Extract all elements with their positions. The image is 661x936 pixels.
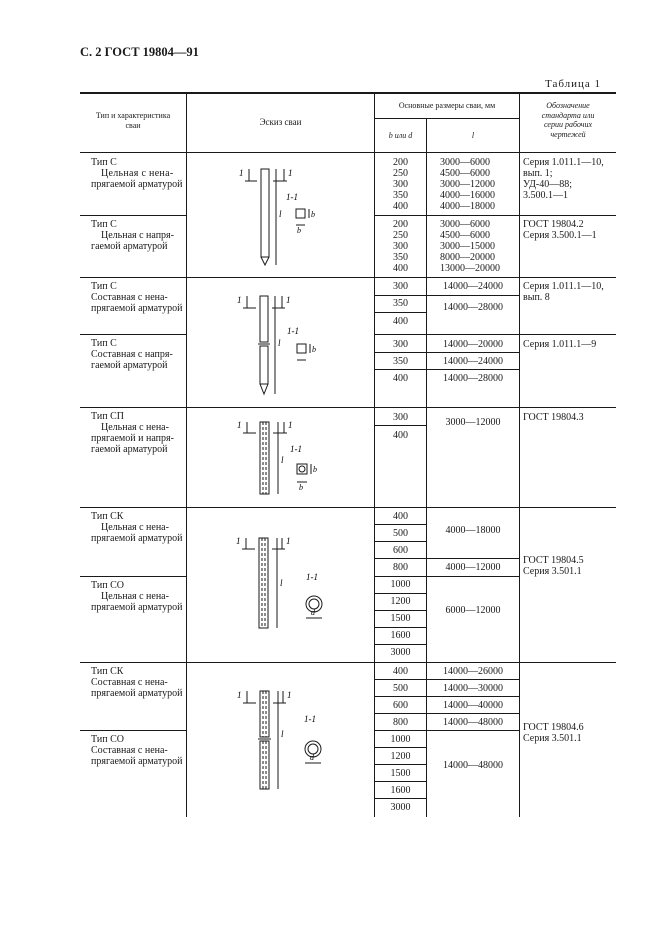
b-value-row9-2: 1200	[390, 751, 411, 762]
b-value-row7-2: 1200	[390, 596, 411, 607]
l-value-row7-1: 6000—12000	[445, 605, 501, 616]
b-value-row6-3: 600	[393, 545, 408, 556]
label-b-side: b	[311, 210, 315, 219]
label-1-left: 1	[237, 420, 242, 430]
type-desc-row8: Тип СК Составная с нена- прягаемой арматурой	[91, 666, 183, 699]
label-section: 1-1	[304, 714, 316, 724]
pile-sketch-composite-square	[187, 278, 374, 407]
b-value-row7-1: 1000	[390, 579, 411, 590]
b-value-row8-3: 600	[393, 700, 408, 711]
l-value-row5-1: 3000—12000	[445, 417, 501, 428]
label-section: 1-1	[290, 444, 302, 454]
type-desc-row5: Тип СП Цельная с нена- прягаемой и напря- гаемой арматурой	[91, 411, 174, 455]
label-b-side: b	[313, 465, 317, 474]
label-l: l	[281, 455, 284, 465]
l-value-row8-1: 14000—26000	[443, 666, 503, 677]
label-b-bottom: b	[297, 226, 301, 235]
type-desc-row2: Тип С Цельная с напря- гаемой арматурой	[91, 219, 174, 252]
type-desc-row4: Тип С Составная с напря- гаемой арматурой	[91, 338, 173, 371]
header-sketch: Эскиз сваи	[259, 117, 302, 127]
b-value-row3-3: 400	[393, 316, 408, 327]
type-desc-row1: Тип С Цельная с нена- прягаемой арматурой	[91, 157, 183, 190]
l-value-row8-3: 14000—40000	[443, 700, 503, 711]
l-value-row8-2: 14000—30000	[443, 683, 503, 694]
b-values-row1: 200 250 300 350 400	[393, 157, 408, 212]
ref-row2: ГОСТ 19804.2 Серия 3.500.1—1	[523, 219, 597, 241]
pile-sketch-hollow-square	[187, 408, 374, 507]
ref-row4: Серия 1.011.1—9	[523, 339, 597, 350]
type-desc-row6: Тип СК Цельная с нена- прягаемой арматурой	[91, 511, 183, 544]
b-value-row9-4: 1600	[390, 785, 411, 796]
ref-row8-9: ГОСТ 19804.6 Серия 3.501.1	[523, 722, 584, 744]
label-1-left: 1	[237, 295, 242, 305]
l-values-row2: 3000—6000 4500—6000 3000—15000 8000—20000 13000—20000	[440, 219, 500, 274]
ref-row6-7: ГОСТ 19804.5 Серия 3.501.1	[523, 555, 584, 577]
b-value-row6-2: 500	[393, 528, 408, 539]
ref-row3: Серия 1.011.1—10, вып. 8	[523, 281, 604, 303]
label-section: 1-1	[286, 192, 298, 202]
pile-sketch-composite-round	[187, 663, 374, 817]
b-value-row9-5: 3000	[390, 802, 411, 813]
label-section: 1-1	[287, 326, 299, 336]
label-1-right: 1	[288, 420, 293, 430]
label-b-side: b	[312, 345, 316, 354]
label-1-left: 1	[239, 168, 244, 178]
type-desc-row3: Тип С Составная с нена- прягаемой арматурой	[91, 281, 183, 314]
label-l: l	[278, 338, 281, 348]
b-value-row8-4: 800	[393, 717, 408, 728]
b-value-row4-3: 400	[393, 373, 408, 384]
label-d: d	[310, 753, 314, 762]
b-value-row7-3: 1500	[390, 613, 411, 624]
pile-sketch-solid-square	[187, 155, 374, 277]
b-value-row7-5: 3000	[390, 647, 411, 658]
l-value-row6-2: 4000—12000	[445, 562, 501, 573]
label-1-right: 1	[286, 536, 291, 546]
ref-row5: ГОСТ 19804.3	[523, 412, 584, 423]
b-value-row8-2: 500	[393, 683, 408, 694]
label-1-right: 1	[288, 168, 293, 178]
header-dims: Основные размеры сваи, мм	[398, 101, 496, 110]
label-1-right: 1	[286, 295, 291, 305]
b-value-row5-1: 300	[393, 412, 408, 423]
label-l: l	[279, 209, 282, 219]
b-value-row4-2: 350	[393, 356, 408, 367]
l-value-row4-1: 14000—20000	[443, 339, 503, 350]
label-1-left: 1	[237, 690, 242, 700]
page-title: С. 2 ГОСТ 19804—91	[80, 45, 199, 59]
b-value-row9-3: 1500	[390, 768, 411, 779]
header-b-or-d: b или d	[388, 131, 413, 140]
pile-sketch-solid-round	[187, 508, 374, 662]
b-value-row6-1: 400	[393, 511, 408, 522]
type-desc-row7: Тип СО Цельная с нена- прягаемой арматурой	[91, 580, 183, 613]
b-value-row7-4: 1600	[390, 630, 411, 641]
b-value-row9-1: 1000	[390, 734, 411, 745]
b-value-row8-1: 400	[393, 666, 408, 677]
l-value-row8-4: 14000—48000	[443, 717, 503, 728]
b-value-row3-2: 350	[393, 298, 408, 309]
b-values-row2: 200 250 300 350 400	[393, 219, 408, 274]
l-value-row3-1: 14000—24000	[443, 281, 503, 292]
header-type: Тип и характеристика сваи	[95, 111, 171, 130]
label-l: l	[280, 578, 283, 588]
label-section: 1-1	[306, 572, 318, 582]
header-l: l	[471, 131, 475, 140]
label-l: l	[281, 729, 284, 739]
label-b-bottom: b	[299, 483, 303, 492]
l-values-row1: 3000—6000 4500—6000 3000—12000 4000—16000 4000—18000	[440, 157, 495, 212]
label-1-left: 1	[236, 536, 241, 546]
b-value-row6-4: 800	[393, 562, 408, 573]
type-desc-row9: Тип СО Составная с нена- прягаемой арматурой	[91, 734, 183, 767]
l-value-row9-1: 14000—48000	[443, 760, 503, 771]
header-designation: Обозначение стандарта или серии рабочих чертежей	[541, 101, 595, 139]
label-1-right: 1	[287, 690, 292, 700]
l-value-row4-3: 14000—28000	[443, 373, 503, 384]
ref-row1: Серия 1.011.1—10, вып. 1; УД-40—88; 3.500.1—1	[523, 157, 604, 201]
b-value-row5-2: 400	[393, 430, 408, 441]
l-value-row3-2: 14000—28000	[443, 302, 503, 313]
label-d: d	[311, 608, 315, 617]
l-value-row4-2: 14000—24000	[443, 356, 503, 367]
b-value-row3-1: 300	[393, 281, 408, 292]
b-value-row4-1: 300	[393, 339, 408, 350]
table-caption: Таблица 1	[545, 78, 602, 90]
l-value-row6-1: 4000—18000	[445, 525, 501, 536]
